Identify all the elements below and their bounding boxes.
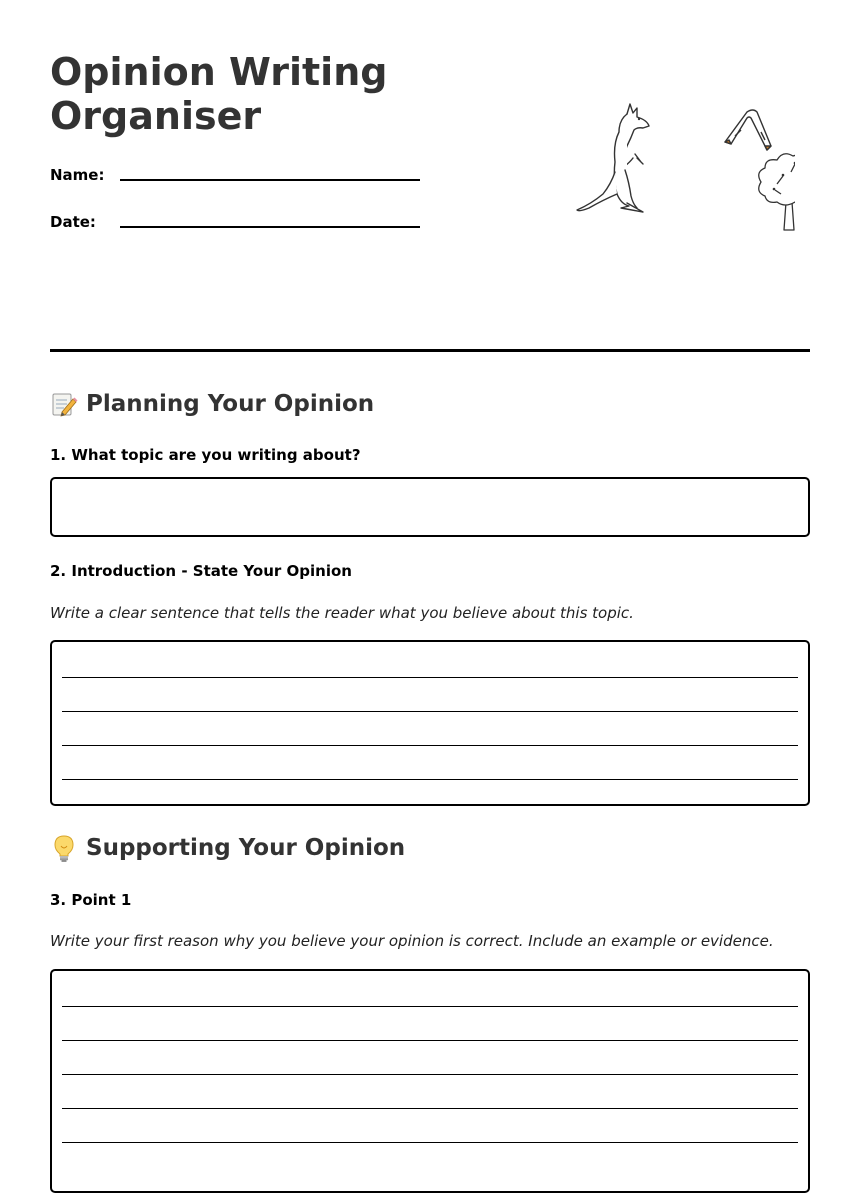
kangaroo-icon [577, 104, 649, 212]
gum-tree-icon [759, 154, 795, 230]
question-3-instruction: Write your first reason why you believe your opinion is correct. Include an example or evidence. [50, 932, 774, 950]
writing-line [62, 711, 798, 712]
question-2-label: 2. Introduction - State Your Opinion [50, 562, 352, 580]
worksheet-page [50, 0, 810, 1161]
australia-illustration [555, 100, 795, 240]
question-3-label: 3. Point 1 [50, 891, 132, 909]
writing-line [62, 677, 798, 678]
section-heading-planning [50, 388, 810, 420]
section-heading-text: Supporting Your Opinion [86, 835, 406, 861]
topic-answer-box[interactable] [50, 477, 810, 537]
name-field [50, 166, 420, 190]
question-1-label: 1. What topic are you writing about? [50, 446, 361, 464]
question-2-instruction: Write a clear sentence that tells the reader what you believe about this topic. [50, 604, 634, 622]
writing-line [62, 1108, 798, 1109]
memo-pencil-icon [50, 390, 78, 418]
date-write-line[interactable] [120, 226, 420, 228]
writing-line [62, 1142, 798, 1143]
date-field [50, 213, 420, 237]
writing-line [62, 779, 798, 780]
writing-line [62, 745, 798, 746]
light-bulb-icon [50, 834, 78, 862]
page-title: Opinion Writing Organiser [50, 50, 388, 138]
boomerang-icon [725, 110, 771, 150]
writing-line [62, 1006, 798, 1007]
section-heading-supporting [50, 832, 810, 864]
introduction-answer-box[interactable] [50, 640, 810, 806]
writing-line [62, 1074, 798, 1075]
date-label: Date: [50, 213, 96, 231]
writing-line [62, 1040, 798, 1041]
name-label: Name: [50, 166, 105, 184]
point-1-answer-box[interactable] [50, 969, 810, 1193]
section-heading-text: Planning Your Opinion [86, 391, 375, 417]
name-write-line[interactable] [120, 179, 420, 181]
header-divider [50, 349, 810, 352]
